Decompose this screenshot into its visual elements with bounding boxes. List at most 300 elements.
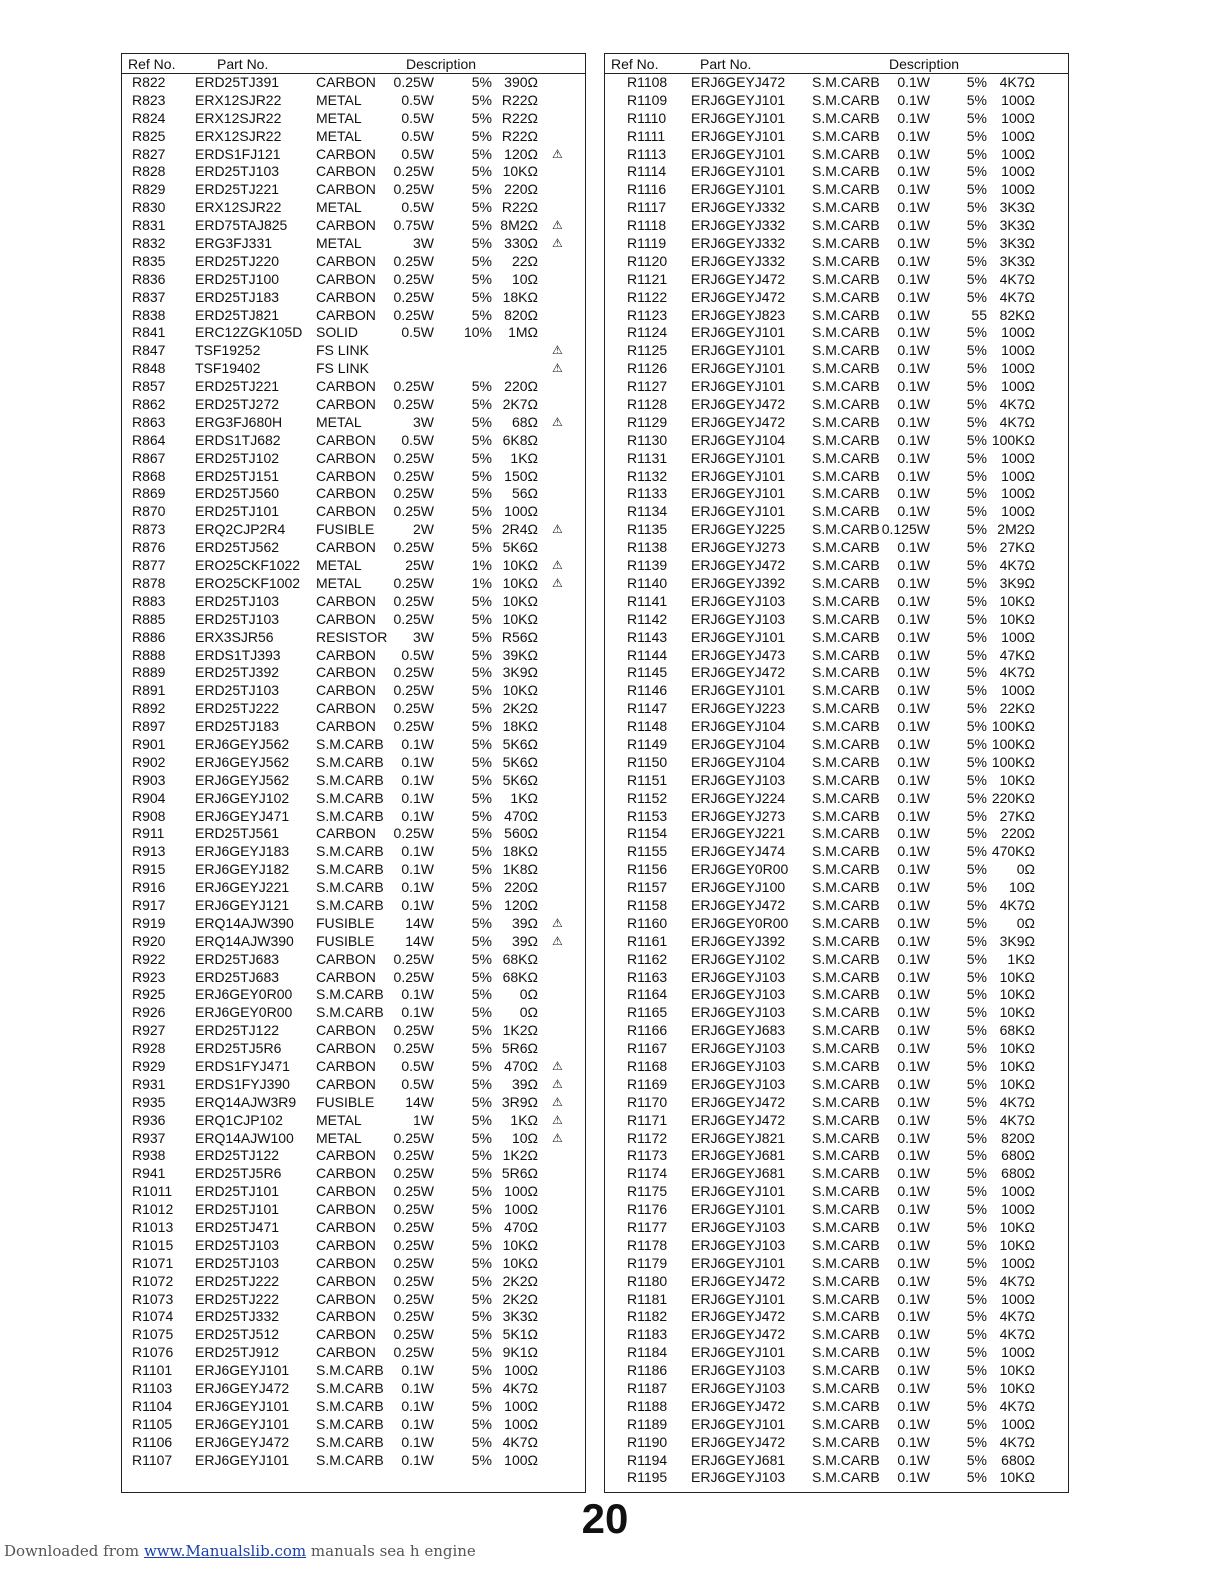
resistor-type: S.M.CARB	[812, 1433, 880, 1450]
wattage: 0.1W	[401, 1415, 434, 1432]
tolerance: 5%	[471, 74, 492, 90]
resistor-type: CARBON	[316, 610, 376, 627]
resistance: 100Ω	[1001, 682, 1035, 699]
ref-no: R1073	[132, 1290, 174, 1307]
table-row	[605, 754, 1068, 772]
table-row	[122, 629, 585, 647]
resistor-type: CARBON	[316, 539, 376, 556]
part-no: ERDS1TJ393	[195, 646, 281, 663]
wattage: 0.1W	[897, 1362, 930, 1379]
ref-no: R901	[132, 735, 166, 752]
table-row	[605, 181, 1068, 199]
tolerance: 5%	[471, 1326, 492, 1343]
part-no: ERJ6GEYJ562	[195, 753, 290, 770]
part-no: ERJ6GEYJ101	[691, 1201, 786, 1218]
table-row	[605, 324, 1068, 342]
table-row	[605, 1022, 1068, 1040]
resistance: 820Ω	[1001, 1129, 1035, 1146]
tolerance: 5%	[471, 539, 492, 556]
table-row	[605, 1434, 1068, 1452]
tolerance: 5%	[966, 1433, 987, 1450]
resistance: 3R9Ω	[501, 1093, 538, 1110]
wattage: 14W	[405, 914, 434, 931]
resistor-type: S.M.CARB	[812, 1093, 880, 1110]
table-row	[605, 664, 1068, 682]
tolerance: 5%	[966, 950, 987, 967]
safety-warning-icon: ⚠	[552, 146, 563, 161]
resistor-type: S.M.CARB	[812, 109, 880, 126]
table-header	[605, 54, 1068, 74]
tolerance: 5%	[471, 1129, 492, 1146]
resistor-type: S.M.CARB	[812, 1004, 880, 1021]
wattage: 0.25W	[393, 306, 434, 323]
safety-warning-icon: ⚠	[552, 1112, 563, 1127]
part-no: ERD25TJ101	[195, 1201, 280, 1218]
resistance: 100KΩ	[991, 735, 1035, 752]
ref-no: R1142	[627, 610, 668, 627]
wattage: 0.1W	[897, 932, 930, 949]
ref-no: R929	[132, 1057, 166, 1074]
tolerance: 5%	[471, 879, 492, 896]
tolerance: 5%	[966, 163, 987, 180]
wattage: 0.1W	[897, 574, 930, 591]
part-no: ERJ6GEYJ103	[691, 1075, 786, 1092]
resistance: 1K2Ω	[502, 1022, 538, 1039]
table-row	[122, 253, 585, 271]
table-row	[122, 485, 585, 503]
ref-no: R889	[132, 664, 166, 681]
part-no: ERJ6GEYJ183	[195, 843, 290, 860]
part-no: ERG3FJ680H	[195, 413, 283, 430]
part-no: ERJ6GEYJ821	[691, 1129, 786, 1146]
ref-no: R1130	[627, 431, 668, 448]
table-row	[605, 861, 1068, 879]
table-row	[122, 1219, 585, 1237]
resistance: 100Ω	[1001, 163, 1035, 180]
ref-no: R1116	[627, 181, 667, 198]
tolerance: 5%	[966, 485, 987, 502]
ref-no: R1075	[132, 1326, 174, 1343]
part-no: ERD25TJ512	[195, 1326, 280, 1343]
resistance: 100Ω	[504, 1362, 538, 1379]
resistor-type: S.M.CARB	[812, 413, 880, 430]
resistance: 10KΩ	[502, 1236, 538, 1253]
ref-no: R831	[132, 217, 166, 234]
resistor-type: S.M.CARB	[812, 557, 880, 574]
wattage: 0.1W	[897, 306, 930, 323]
ref-no: R1170	[627, 1093, 668, 1110]
part-no: ERJ6GEYJ101	[691, 181, 786, 198]
wattage: 0.25W	[393, 1022, 434, 1039]
safety-warning-icon: ⚠	[552, 933, 563, 948]
tolerance: 5%	[966, 664, 987, 681]
wattage: 0.1W	[897, 610, 930, 627]
wattage: 0.1W	[897, 1057, 930, 1074]
resistor-type: S.M.CARB	[316, 771, 384, 788]
part-no: ERJ6GEYJ562	[195, 771, 290, 788]
resistor-type: CARBON	[316, 1308, 376, 1325]
ref-no: R864	[132, 431, 166, 448]
table-row	[605, 1398, 1068, 1416]
safety-warning-icon: ⚠	[552, 343, 563, 358]
resistance: 100Ω	[1001, 324, 1035, 341]
ref-no: R1151	[627, 771, 668, 788]
resistance: 100Ω	[504, 503, 538, 520]
tolerance: 5%	[966, 74, 987, 90]
resistance: 68KΩ	[502, 950, 538, 967]
ref-no: R1177	[627, 1219, 668, 1235]
tolerance: 5%	[471, 235, 492, 252]
ref-no: R928	[132, 1040, 166, 1057]
tolerance: 5%	[966, 1415, 987, 1432]
tolerance: 5%	[471, 396, 492, 413]
resistance: 2K2Ω	[502, 700, 538, 717]
tolerance: 5%	[471, 306, 492, 323]
wattage: 0.1W	[897, 1129, 930, 1146]
resistor-type: S.M.CARB	[812, 145, 880, 162]
table-row	[605, 289, 1068, 307]
ref-no: R1195	[627, 1469, 668, 1486]
ref-no: R1154	[627, 825, 668, 842]
table-row	[605, 629, 1068, 647]
table-row	[122, 199, 585, 217]
ref-no: R935	[132, 1093, 166, 1110]
resistor-type: S.M.CARB	[812, 1040, 880, 1057]
wattage: 0.25W	[393, 288, 434, 305]
part-no: ERJ6GEYJ681	[691, 1147, 786, 1164]
table-header	[122, 54, 585, 74]
resistance: 680Ω	[1001, 1165, 1035, 1182]
ref-no: R1152	[627, 789, 668, 806]
wattage: 0.1W	[897, 413, 930, 430]
resistor-type: CARBON	[316, 1219, 376, 1235]
table-row	[122, 879, 585, 897]
resistor-type: CARBON	[316, 682, 376, 699]
ref-no: R828	[132, 163, 166, 180]
part-no: ERD25TJ5R6	[195, 1165, 282, 1182]
part-no: ERD25TJ103	[195, 592, 280, 609]
part-no: ERJ6GEYJ101	[691, 342, 786, 359]
resistor-type: FS LINK	[316, 342, 369, 359]
wattage: 0.1W	[897, 91, 930, 108]
part-no: ERJ6GEYJ101	[691, 503, 786, 520]
part-no: ERDS1FYJ390	[195, 1075, 290, 1092]
header-part: Part No.	[700, 56, 752, 72]
ref-no: R1118	[627, 217, 667, 234]
ref-no: R1161	[627, 932, 668, 949]
table-row	[122, 790, 585, 808]
table-row	[122, 664, 585, 682]
tolerance: 5%	[471, 1147, 492, 1164]
tolerance: 5%	[966, 1111, 987, 1128]
part-no: ERD25TJ562	[195, 539, 280, 556]
resistor-type: S.M.CARB	[812, 1201, 880, 1218]
table-row	[605, 1326, 1068, 1344]
tolerance: 5%	[471, 1451, 492, 1468]
resistor-type: METAL	[316, 1129, 362, 1146]
resistor-type: CARBON	[316, 1254, 376, 1271]
manualslib-link[interactable]: www.Manualslib.com	[143, 1542, 307, 1560]
part-no: ERJ6GEYJ225	[691, 521, 786, 538]
wattage: 0.1W	[897, 592, 930, 609]
resistor-type: S.M.CARB	[316, 735, 384, 752]
part-no: ERQ14AJW100	[195, 1129, 294, 1146]
resistor-type: S.M.CARB	[812, 270, 880, 287]
part-no: ERJ6GEYJ221	[691, 825, 786, 842]
wattage: 3W	[413, 413, 434, 430]
tolerance: 5%	[471, 145, 492, 162]
ref-no: R920	[132, 932, 166, 949]
resistor-type: S.M.CARB	[812, 628, 880, 645]
resistor-type: S.M.CARB	[316, 1415, 384, 1432]
resistance: 10KΩ	[999, 1362, 1035, 1379]
wattage: 0.1W	[401, 1362, 434, 1379]
table-row	[605, 1362, 1068, 1380]
resistor-type: CARBON	[316, 145, 376, 162]
table-row	[605, 199, 1068, 217]
resistance: 1K2Ω	[502, 1147, 538, 1164]
part-no: ERJ6GEYJ104	[691, 431, 786, 448]
ref-no: R903	[132, 771, 166, 788]
part-no: ERD25TJ122	[195, 1147, 280, 1164]
resistance: 1KΩ	[1007, 950, 1035, 967]
resistance: 10KΩ	[999, 1004, 1035, 1021]
part-no: ERJ6GEYJ681	[691, 1165, 786, 1182]
tolerance: 5%	[471, 789, 492, 806]
resistance: 120Ω	[504, 896, 538, 913]
part-no: ERJ6GEY0R00	[195, 986, 293, 1003]
part-no: ERJ6GEYJ332	[691, 252, 786, 269]
part-no: ERJ6GEYJ472	[691, 396, 786, 413]
part-no: ERO25CKF1002	[195, 574, 301, 591]
tolerance: 5%	[966, 324, 987, 341]
wattage: 0.1W	[897, 1469, 930, 1486]
table-row	[605, 772, 1068, 790]
tolerance: 5%	[966, 718, 987, 735]
resistance: 4K7Ω	[999, 74, 1035, 90]
ref-no: R1128	[627, 396, 668, 413]
table-row	[122, 1058, 585, 1076]
resistor-type: S.M.CARB	[316, 1362, 384, 1379]
resistance: 100Ω	[1001, 1201, 1035, 1218]
resistor-type: S.M.CARB	[812, 1380, 880, 1397]
ref-no: R1133	[627, 485, 668, 502]
tolerance: 5%	[471, 413, 492, 430]
tolerance: 5%	[471, 861, 492, 878]
part-no: TSF19402	[195, 360, 261, 377]
tolerance: 5%	[966, 288, 987, 305]
tolerance: 5%	[966, 1004, 987, 1021]
wattage: 1W	[413, 1111, 434, 1128]
ref-no: R1179	[627, 1254, 668, 1271]
table-row	[605, 682, 1068, 700]
resistor-type: S.M.CARB	[812, 968, 880, 985]
header-part: Part No.	[217, 56, 269, 72]
tolerance: 5%	[966, 1451, 987, 1468]
resistance: 4K7Ω	[999, 270, 1035, 287]
table-row	[605, 235, 1068, 253]
resistor-type: S.M.CARB	[812, 1451, 880, 1468]
resistance: 5K6Ω	[502, 539, 538, 556]
tolerance: 5%	[471, 771, 492, 788]
part-no: ERD25TJ222	[195, 1272, 280, 1289]
tolerance: 5%	[471, 968, 492, 985]
ref-no: R1119	[627, 235, 667, 252]
resistor-type: S.M.CARB	[812, 682, 880, 699]
resistance: 2K7Ω	[502, 396, 538, 413]
part-no: ERJ6GEYJ100	[691, 879, 786, 896]
resistance: 56Ω	[511, 485, 538, 502]
ref-no: R857	[132, 378, 166, 395]
part-no: ERJ6GEYJ101	[691, 127, 786, 144]
table-row	[122, 1326, 585, 1344]
table-row	[122, 593, 585, 611]
ref-no: R913	[132, 843, 166, 860]
tolerance: 5%	[966, 1469, 987, 1486]
resistance: 100Ω	[1001, 1344, 1035, 1361]
wattage: 0.25W	[393, 1201, 434, 1218]
ref-no: R908	[132, 807, 166, 824]
resistor-type: S.M.CARB	[316, 1433, 384, 1450]
table-row	[122, 718, 585, 736]
wattage: 0.25W	[393, 968, 434, 985]
tolerance: 5%	[966, 360, 987, 377]
ref-no: R1011	[132, 1183, 173, 1200]
resistance: 2M2Ω	[997, 521, 1035, 538]
ref-no: R863	[132, 413, 166, 430]
wattage: 0.1W	[897, 807, 930, 824]
ref-no: R1143	[627, 628, 668, 645]
ref-no: R878	[132, 574, 166, 591]
part-no: ERD25TJ471	[195, 1219, 280, 1235]
resistor-type: S.M.CARB	[812, 74, 880, 90]
resistor-type: S.M.CARB	[812, 181, 880, 198]
ref-no: R1141	[627, 592, 668, 609]
part-no: ERD25TJ103	[195, 163, 280, 180]
wattage: 0.25W	[393, 163, 434, 180]
ref-no: R1131	[627, 449, 668, 466]
table-row	[122, 772, 585, 790]
tolerance: 5%	[966, 1254, 987, 1271]
wattage: 3W	[413, 628, 434, 645]
wattage: 0.25W	[393, 503, 434, 520]
tolerance: 5%	[471, 718, 492, 735]
tolerance: 5%	[966, 270, 987, 287]
ref-no: R1144	[627, 646, 668, 663]
ref-no: R1121	[627, 270, 668, 287]
wattage: 14W	[405, 1093, 434, 1110]
ref-no: R1127	[627, 378, 668, 395]
resistor-type: S.M.CARB	[812, 503, 880, 520]
wattage: 0.1W	[897, 1344, 930, 1361]
ref-no: R1171	[627, 1111, 668, 1128]
ref-no: R870	[132, 503, 166, 520]
ref-no: R917	[132, 896, 166, 913]
part-no: ERD25TJ103	[195, 682, 280, 699]
wattage: 0.1W	[897, 700, 930, 717]
part-no: ERJ6GEYJ101	[691, 163, 786, 180]
tolerance: 5%	[471, 1290, 492, 1307]
wattage: 0.25W	[393, 181, 434, 198]
header-ref: Ref No.	[611, 56, 659, 72]
tolerance: 5%	[471, 485, 492, 502]
resistor-type: S.M.CARB	[812, 1165, 880, 1182]
resistance: 4K7Ω	[999, 896, 1035, 913]
tolerance: 5%	[471, 753, 492, 770]
table-row	[122, 181, 585, 199]
resistor-type: S.M.CARB	[812, 879, 880, 896]
part-no: ERJ6GEYJ103	[691, 1362, 786, 1379]
ref-no: R838	[132, 306, 166, 323]
tolerance: 5%	[966, 109, 987, 126]
table-row	[122, 128, 585, 146]
resistor-type: S.M.CARB	[812, 1022, 880, 1039]
tolerance: 5%	[966, 413, 987, 430]
resistor-type: CARBON	[316, 252, 376, 269]
tolerance: 5%	[471, 1219, 492, 1235]
wattage: 0.1W	[897, 431, 930, 448]
header-description: Description	[406, 56, 477, 72]
wattage: 0.1W	[897, 1165, 930, 1182]
table-row	[605, 736, 1068, 754]
table-row	[605, 933, 1068, 951]
resistance: 5K6Ω	[502, 735, 538, 752]
wattage: 3W	[413, 235, 434, 252]
resistance: 100Ω	[1001, 628, 1035, 645]
resistance: 6K8Ω	[502, 431, 538, 448]
tolerance: 5%	[471, 896, 492, 913]
table-row	[122, 163, 585, 181]
resistance: 4K7Ω	[999, 1272, 1035, 1289]
part-no: ERJ6GEYJ472	[195, 1380, 290, 1397]
table-row	[605, 593, 1068, 611]
wattage: 0.25W	[393, 682, 434, 699]
part-no: ERJ6GEYJ101	[691, 1290, 786, 1307]
table-row	[122, 897, 585, 915]
tolerance: 5%	[966, 771, 987, 788]
wattage: 0.1W	[897, 396, 930, 413]
tolerance: 5%	[471, 986, 492, 1003]
resistance: 10KΩ	[999, 1469, 1035, 1486]
resistance: 4K7Ω	[999, 396, 1035, 413]
part-no: ERJ6GEYJ101	[691, 1254, 786, 1271]
safety-warning-icon: ⚠	[552, 915, 563, 930]
ref-no: R1134	[627, 503, 668, 520]
ref-no: R825	[132, 127, 166, 144]
resistance: 100Ω	[1001, 503, 1035, 520]
resistance: 100KΩ	[991, 431, 1035, 448]
resistance: 100Ω	[1001, 145, 1035, 162]
tolerance: 5%	[966, 1165, 987, 1182]
wattage: 0.25W	[393, 1040, 434, 1057]
ref-no: R1106	[132, 1433, 173, 1450]
resistor-type: CARBON	[316, 1201, 376, 1218]
tolerance: 5%	[966, 1219, 987, 1235]
wattage: 0.1W	[897, 360, 930, 377]
tolerance: 5%	[966, 431, 987, 448]
resistance: 100Ω	[504, 1451, 538, 1468]
table-row	[122, 736, 585, 754]
tolerance: 5%	[966, 396, 987, 413]
resistance: 22Ω	[511, 252, 538, 269]
ref-no: R936	[132, 1111, 166, 1128]
header-description: Description	[889, 56, 960, 72]
ref-no: R1124	[627, 324, 668, 341]
part-no: ERJ6GEYJ823	[691, 306, 786, 323]
tolerance: 5%	[471, 1236, 492, 1253]
resistance: 3K3Ω	[502, 1308, 538, 1325]
ref-no: R1147	[627, 700, 668, 717]
